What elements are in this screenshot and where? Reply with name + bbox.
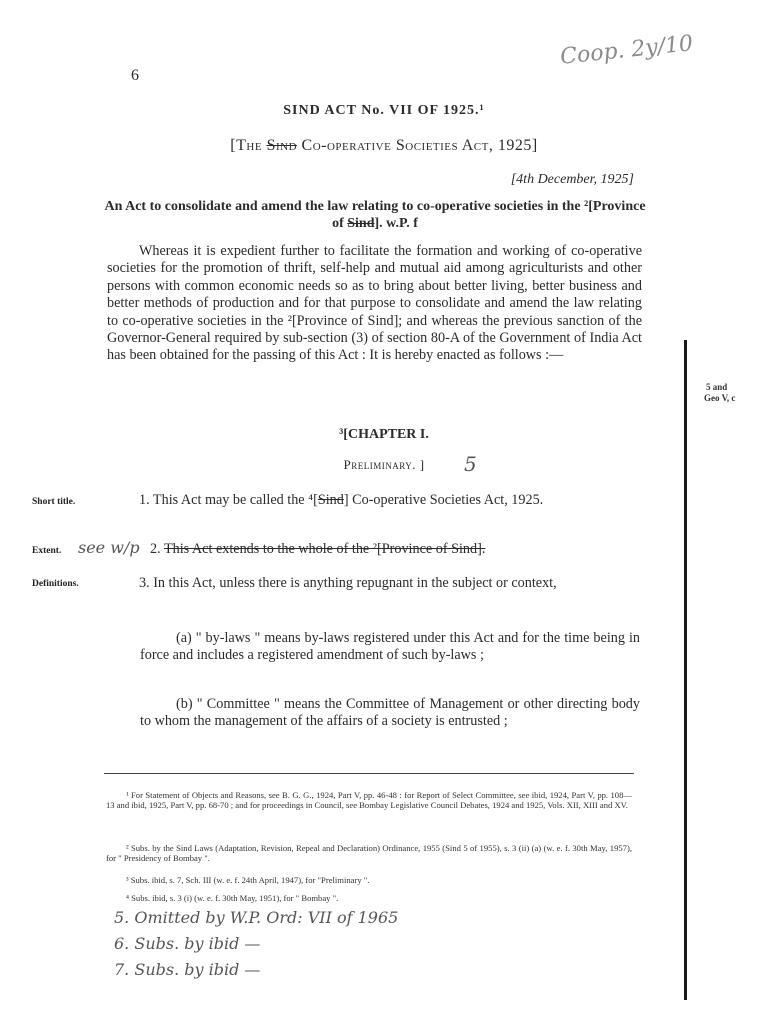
chapter-subheading: Preliminary. ] <box>343 457 425 472</box>
handwritten-mark-5: 5 <box>464 452 477 476</box>
margin-reference-1: 5 and <box>706 382 728 392</box>
section-1-text <box>107 492 642 509</box>
handwritten-footnote-7: 7. Subs. by ibid — <box>114 960 261 979</box>
section-1-struck: Sind <box>317 492 344 508</box>
handwritten-footnote-5: 5. Omitted by W.P. Ord: VII of 1965 <box>114 908 399 927</box>
act-title: SIND ACT No. VII OF 1925.¹ <box>283 103 485 118</box>
short-name-struck: Sind <box>266 137 298 154</box>
handwritten-footnote-6: 6. Subs. by ibid — <box>114 934 261 953</box>
clause-b-committee: (b) " Committee " means the Committee of Management or other directing body to whom the management of the affairs of a society is entrusted ; <box>140 696 640 730</box>
footnote-divider <box>104 773 634 774</box>
long-title-before: An Act to consolidate and amend the law relating to co-operative societies in the ²[Province of <box>104 199 646 231</box>
footnote-4: ⁴ Subs. ibid, s. 3 (i) (w. e. f. 30th May, 1951), for " Bombay ". <box>126 893 339 903</box>
short-name-after: Co-operative Societies Act, 1925] <box>297 137 538 154</box>
margin-label-definitions: Definitions. <box>32 579 79 589</box>
section-1-before: 1. This Act may be called the ⁴[ <box>139 492 318 508</box>
page-number: 6 <box>131 67 139 84</box>
margin-reference-2: Geo V, c <box>704 393 736 403</box>
long-title-struck: Sind <box>347 216 375 231</box>
margin-label-extent: Extent. <box>32 546 62 556</box>
footnote-2: ² Subs. by the Sind Laws (Adaptation, Revision, Repeal and Declaration) Ordinance, 1955 (Sind 5 of 1955), s. 3 (ii) (a) (w. e. f. 30th May, 1957), for " Presidency of Bombay ". <box>106 843 632 864</box>
handwritten-see-note: see w/p <box>78 538 140 557</box>
section-3-text: 3. In this Act, unless there is anything repugnant in the subject or context, <box>139 575 557 591</box>
preamble-paragraph: Whereas it is expedient further to facilitate the formation and working of co-operative societies for the promotion of thrift, self-help and mutual aid among agriculturists and other persons with common economic needs so as to bring about better living, better business and better methods of production and for that purpose to consolidate and amend the law relating to co-operative societies in the ²[Province of Sind]; and whereas the previous sanction of the Governor-General required by sub-section (3) of section 80-A of the Government of India Act has been obtained for the passing of this Act : It is hereby enacted as follows :— <box>107 243 642 364</box>
chapter-heading: ³[CHAPTER I. <box>339 427 429 442</box>
long-title-after: ]. w.P. f <box>374 216 418 231</box>
margin-label-short-title: Short title. <box>32 497 76 507</box>
footnote-1: ¹ For Statement of Objects and Reasons, see B. G. G., 1924, Part V, pp. 46-48 : for Report of Select Committee, see ibid, 1924, Part V, pp. 108—13 and ibid, 1925, Part V, pp. 68-70 ; and for proceedings in Council, see Bombay Legislative Council Debates, 1924 and 1925, Vols. XII, XIII and XV. <box>106 790 632 811</box>
section-2-text <box>150 541 642 558</box>
long-title <box>100 198 650 232</box>
clause-a-bylaws: (a) " by-laws " means by-laws registered under this Act and for the time being in force and includes a registered amendment of such by-laws ; <box>140 630 640 664</box>
enactment-date: [4th December, 1925] <box>510 172 634 187</box>
corner-handwritten-annotation: Coop. 2y/10 <box>559 31 695 70</box>
footnote-3: ³ Subs. ibid, s. 7, Sch. III (w. e. f. 24th April, 1947), for "Preliminary ". <box>126 875 370 885</box>
section-2-struck: This Act extends to the whole of the ²[Province of Sind]. <box>163 541 486 557</box>
act-short-name <box>0 137 768 155</box>
short-name-before: [The <box>230 137 267 154</box>
section-1-after: ] Co-operative Societies Act, 1925. <box>343 492 544 508</box>
section-2-number: 2. <box>150 541 161 557</box>
